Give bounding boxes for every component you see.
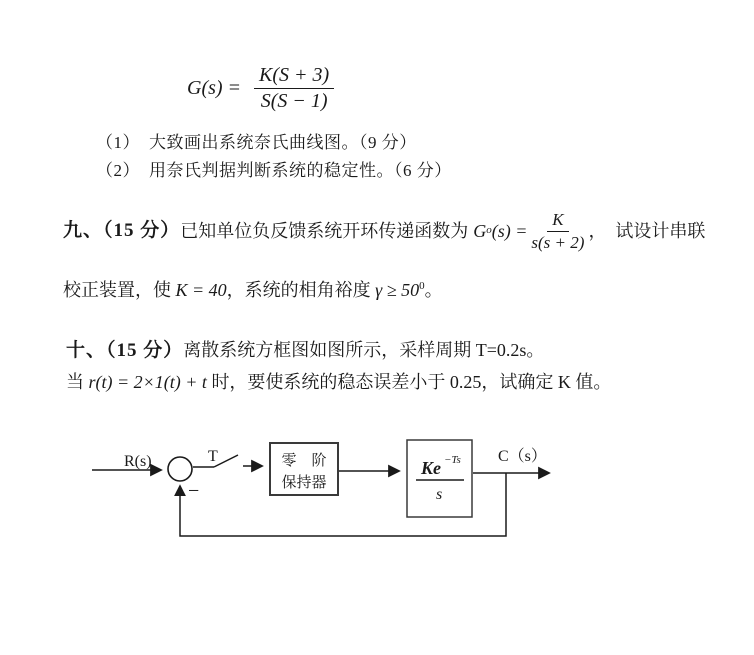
section-10-line-2 [66, 371, 611, 394]
sec9-text-1: 校正装置，使 [63, 280, 176, 300]
input-signal-label: R(s) [124, 453, 152, 470]
question-item-1: （1） 大致画出系统奈氏曲线图。（9 分） [96, 133, 417, 152]
open-loop-lhs-rest: (s) = [491, 220, 528, 241]
plant-numerator-exponent: −Ts [444, 454, 461, 466]
summing-junction [168, 457, 192, 481]
open-loop-formula [473, 210, 588, 252]
sec9-math-k40: K = 40 [175, 280, 227, 300]
formula-denominator: S(S − 1) [260, 90, 328, 112]
formula-fraction [254, 64, 334, 113]
sec10-text-1: 当 [66, 372, 89, 392]
sec9-degree-sup: 0 [419, 280, 425, 292]
section-9-line-2 [63, 279, 443, 302]
transfer-function-formula [187, 64, 338, 113]
output-signal-label: C（s） [498, 448, 547, 465]
section-9-label: 九、（15 分） [63, 220, 181, 242]
open-loop-lhs-g: G [473, 220, 487, 241]
block-diagram [58, 427, 588, 572]
question-item-2: （2） 用奈氏判据判断系统的稳定性。（6 分） [96, 161, 452, 180]
open-loop-denominator: s(s + 2) [531, 232, 585, 252]
zoh-label-line1: 零 阶 [281, 453, 327, 469]
formula-numerator: K(S + 3) [254, 64, 334, 89]
minus-sign-label: − [188, 480, 200, 502]
open-loop-numerator: K [547, 210, 568, 232]
sec9-text-2: ，系统的相角裕度 [226, 280, 376, 300]
section-9-after-formula: ， 试设计串联 [588, 220, 706, 241]
section-10-label: 十、（15 分） [66, 340, 184, 361]
zoh-label-line2: 保持器 [281, 475, 327, 491]
sec9-math-gamma: γ ≥ 50 [375, 280, 420, 300]
sec10-math-rt: r(t) = 2×1(t) + t [88, 372, 207, 392]
sec9-text-3: 。 [424, 280, 443, 300]
plant-numerator-base: Ke [421, 458, 441, 478]
section-9-intro: 已知单位负反馈系统开环传递函数为 [180, 220, 469, 241]
section-10-line-1 [66, 339, 544, 363]
formula-lhs: G(s) = [187, 77, 242, 99]
sampler-period-label: T [208, 448, 218, 465]
plant-denominator: s [436, 486, 443, 503]
plant-block [407, 440, 472, 517]
section-10-intro: 离散系统方框图如图所示，采样周期 T=0.2s。 [183, 340, 545, 360]
section-9-line-1 [63, 210, 705, 252]
sec10-text-2: 时，要使系统的稳态误差小于 0.25，试确定 K 值。 [206, 372, 612, 392]
open-loop-fraction [531, 210, 584, 252]
open-loop-lhs-sub: o [486, 224, 492, 237]
